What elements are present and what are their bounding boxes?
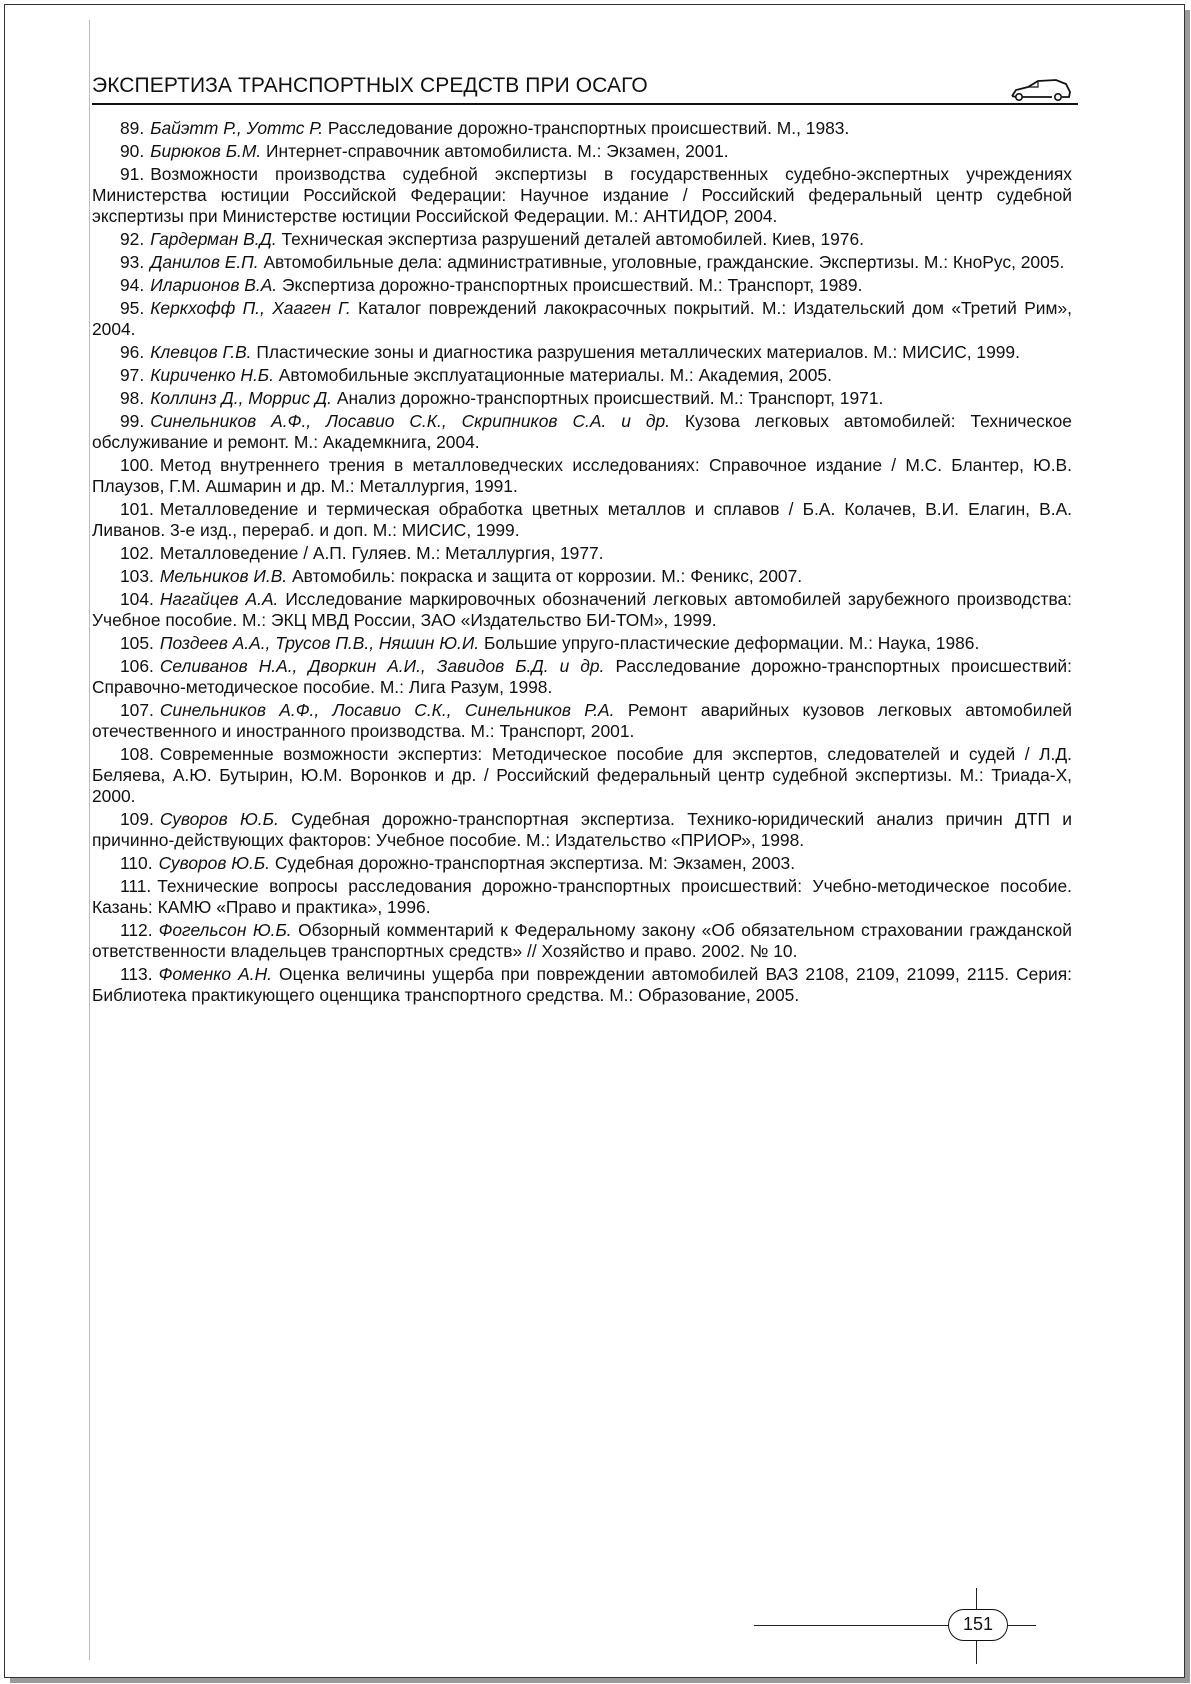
entry-author: Поздеев А.А., Трусов П.В., Няшин Ю.И. bbox=[159, 633, 480, 653]
bibliography-entry bbox=[92, 920, 1072, 962]
entry-text: Судебная дорожно-транспортная экспертиза. М: Экзамен, 2003. bbox=[274, 853, 796, 873]
entry-author: Фогельсон Ю.Б. bbox=[158, 920, 292, 940]
bibliography-entry bbox=[92, 809, 1072, 851]
entry-author: Нагайцев А.А. bbox=[159, 589, 279, 609]
entry-author: Кириченко Н.Б. bbox=[150, 365, 274, 385]
entry-text: Оценка величины ущерба при повреждении автомобилей ВАЗ 2108, 2109, 21099, 2115. Серия: Библиотека практикующего оценщика транспортного средства. М.: Образование, 2005. bbox=[92, 964, 1072, 1005]
page-shadow-right bbox=[1185, 10, 1190, 1682]
bibliography-entry bbox=[92, 298, 1072, 340]
entry-author: Селиванов Н.А., Дворкин А.И., Завидов Б.Д. и др. bbox=[159, 656, 605, 676]
entry-number: 97. bbox=[120, 365, 145, 385]
bibliography-entry bbox=[92, 388, 1072, 409]
entry-text: Судебная дорожно-транспортная экспертиза. Технико-юридический анализ причин ДТП и причинно-действующих факторов: Учебное пособие. М.: Издательство «ПРИОР», 1998. bbox=[92, 809, 1072, 850]
entry-number: 95. bbox=[120, 298, 145, 318]
entry-text: Технические вопросы расследования дорожно-транспортных происшествий: Учебно-методическое пособие. Казань: КАМЮ «Право и практика», 1996. bbox=[92, 876, 1072, 917]
entry-text: Исследование маркировочных обозначений легковых автомобилей зарубежного производства: Учебное пособие. М.: ЭКЦ МВД России, ЗАО «Издательство БИ-ТОМ», 1999. bbox=[92, 589, 1072, 630]
entry-number: 101. bbox=[120, 499, 154, 519]
entry-text: Автомобиль: покраска и защита от коррозии. М.: Феникс, 2007. bbox=[291, 566, 803, 586]
entry-number: 99. bbox=[120, 411, 145, 431]
entry-text: Современные возможности экспертиз: Методическое пособие для экспертов, следователей и судей / Л.Д. Беляева, А.Ю. Бутырин, Ю.М. Воронков и др. / Российский федеральный центр судебной экспертизы. М.: Триада-Х, 2000. bbox=[92, 744, 1072, 806]
bibliography-entry bbox=[92, 700, 1072, 742]
entry-number: 105. bbox=[120, 633, 154, 653]
running-head-title: ЭКСПЕРТИЗА ТРАНСПОРТНЫХ СРЕДСТВ ПРИ ОСАГО bbox=[92, 74, 648, 97]
bibliography-entry bbox=[92, 543, 1072, 564]
entry-author: Байэтт Р., Уоттс Р. bbox=[150, 118, 324, 138]
entry-number: 91. bbox=[120, 164, 145, 184]
page-footer bbox=[740, 1588, 1050, 1668]
entry-number: 111. bbox=[120, 876, 152, 896]
footer-rule-right bbox=[1008, 1625, 1036, 1626]
entry-number: 104. bbox=[120, 589, 154, 609]
bibliography-entry bbox=[92, 342, 1072, 363]
entry-author: Гардерман В.Д. bbox=[150, 229, 277, 249]
entry-number: 103. bbox=[120, 566, 154, 586]
page-shadow-bottom bbox=[10, 1678, 1190, 1683]
bibliography-entry bbox=[92, 499, 1072, 541]
footer-rule-left bbox=[754, 1625, 954, 1626]
bibliography-entry bbox=[92, 365, 1072, 386]
entry-number: 93. bbox=[120, 252, 145, 272]
entry-author: Синельников А.Ф., Лосавио С.К., Скрипников С.А. и др. bbox=[150, 411, 670, 431]
entry-number: 110. bbox=[120, 853, 153, 873]
entry-author: Суворов Ю.Б. bbox=[158, 853, 271, 873]
entry-text: Возможности производства судебной экспертизы в государственных судебно-экспертных учреждениях Министерства юстиции Российской Федерации: Научное издание / Российский федеральный центр судебной экспертизы при Министерстве юстиции Российской Федерации. М.: АНТИДОР, 2004. bbox=[92, 164, 1072, 226]
bibliography-entry bbox=[92, 229, 1072, 250]
bibliography-entry bbox=[92, 252, 1072, 273]
bibliography-entry bbox=[92, 455, 1072, 497]
entry-number: 92. bbox=[120, 229, 145, 249]
entry-author: Коллинз Д., Моррис Д. bbox=[150, 388, 333, 408]
bibliography-entry bbox=[92, 589, 1072, 631]
binding-line bbox=[89, 20, 90, 1660]
entry-text: Ремонт аварийных кузовов легковых автомобилей отечественного и иностранного производства. М.: Транспорт, 2001. bbox=[92, 700, 1072, 741]
entry-author: Керкхофф П., Хааген Г. bbox=[150, 298, 351, 318]
entry-text: Большие упруго-пластические деформации. М.: Наука, 1986. bbox=[483, 633, 980, 653]
entry-number: 107. bbox=[120, 700, 154, 720]
entry-number: 96. bbox=[120, 342, 145, 362]
entry-number: 112. bbox=[120, 920, 153, 940]
header-rule bbox=[92, 103, 1078, 105]
car-outline-icon bbox=[1008, 74, 1074, 104]
bibliography-entry bbox=[92, 566, 1072, 587]
entry-text: Интернет-справочник автомобилиста. М.: Экзамен, 2001. bbox=[266, 141, 729, 161]
entry-author: Синельников А.Ф., Лосавио С.К., Синельников Р.А. bbox=[159, 700, 615, 720]
entry-number: 106. bbox=[120, 656, 154, 676]
entry-number: 94. bbox=[120, 275, 145, 295]
bibliography-entry bbox=[92, 853, 1072, 874]
bibliography-entry bbox=[92, 744, 1072, 807]
bibliography-list bbox=[92, 118, 1072, 1008]
entry-text: Анализ дорожно-транспортных происшествий. М.: Транспорт, 1971. bbox=[336, 388, 884, 408]
entry-author: Данилов Е.П. bbox=[150, 252, 259, 272]
entry-text: Техническая экспертиза разрушений деталей автомобилей. Киев, 1976. bbox=[281, 229, 864, 249]
entry-number: 109. bbox=[120, 809, 154, 829]
entry-text: Расследование дорожно-транспортных происшествий. М., 1983. bbox=[327, 118, 850, 138]
entry-text: Автомобильные дела: административные, уголовные, гражданские. Экспертизы. М.: КноРус, 2005. bbox=[263, 252, 1065, 272]
entry-text: Автомобильные эксплуатационные материалы. М.: Академия, 2005. bbox=[278, 365, 832, 385]
entry-number: 102. bbox=[120, 543, 154, 563]
entry-number: 100. bbox=[120, 455, 154, 475]
entry-number: 89. bbox=[120, 118, 145, 138]
entry-text: Металловедение и термическая обработка цветных металлов и сплавов / Б.А. Колачев, В.И. Елагин, В.А. Ливанов. 3-е изд., перераб. и доп. М.: МИСИС, 1999. bbox=[92, 499, 1072, 540]
entry-text: Пластические зоны и диагностика разрушения металлических материалов. М.: МИСИС, 1999. bbox=[256, 342, 1020, 362]
entry-text: Экспертиза дорожно-транспортных происшествий. М.: Транспорт, 1989. bbox=[281, 275, 863, 295]
entry-number: 113. bbox=[120, 964, 153, 984]
entry-author: Суворов Ю.Б. bbox=[159, 809, 279, 829]
entry-text: Расследование дорожно-транспортных происшествий: Справочно-методическое пособие. М.: Лига Разум, 1998. bbox=[92, 656, 1072, 697]
bibliography-entry bbox=[92, 633, 1072, 654]
bibliography-entry bbox=[92, 275, 1072, 296]
entry-text: Метод внутреннего трения в металловедческих исследованиях: Справочное издание / М.С. Блантер, Ю.В. Плаузов, Г.М. Ашмарин и др. М.: Металлургия, 1991. bbox=[92, 455, 1072, 496]
page-number: 151 bbox=[948, 1609, 1008, 1641]
entry-number: 108. bbox=[120, 744, 154, 764]
entry-author: Мельников И.В. bbox=[159, 566, 288, 586]
bibliography-entry bbox=[92, 964, 1072, 1006]
running-head bbox=[92, 72, 1078, 110]
entry-text: Металловедение / А.П. Гуляев. М.: Металлургия, 1977. bbox=[159, 543, 604, 563]
entry-author: Клевцов Г.В. bbox=[150, 342, 252, 362]
bibliography-entry bbox=[92, 411, 1072, 453]
entry-author: Фоменко А.Н. bbox=[158, 964, 272, 984]
bibliography-entry bbox=[92, 876, 1072, 918]
entry-number: 98. bbox=[120, 388, 145, 408]
entry-text: Каталог повреждений лакокрасочных покрытий. М.: Издательский дом «Третий Рим», 2004. bbox=[92, 298, 1072, 339]
entry-number: 90. bbox=[120, 141, 145, 161]
entry-author: Бирюков Б.М. bbox=[150, 141, 262, 161]
entry-text: Кузова легковых автомобилей: Техническое обслуживание и ремонт. М.: Академкнига, 2004. bbox=[92, 411, 1072, 452]
bibliography-entry bbox=[92, 118, 1072, 139]
entry-text: Обзорный комментарий к Федеральному закону «Об обязательном страховании гражданской ответственности владельцев транспортных средств» // Хозяйство и право. 2002. № 10. bbox=[92, 920, 1072, 961]
bibliography-entry bbox=[92, 164, 1072, 227]
bibliography-entry bbox=[92, 656, 1072, 698]
bibliography-entry bbox=[92, 141, 1072, 162]
entry-author: Иларионов В.А. bbox=[150, 275, 278, 295]
